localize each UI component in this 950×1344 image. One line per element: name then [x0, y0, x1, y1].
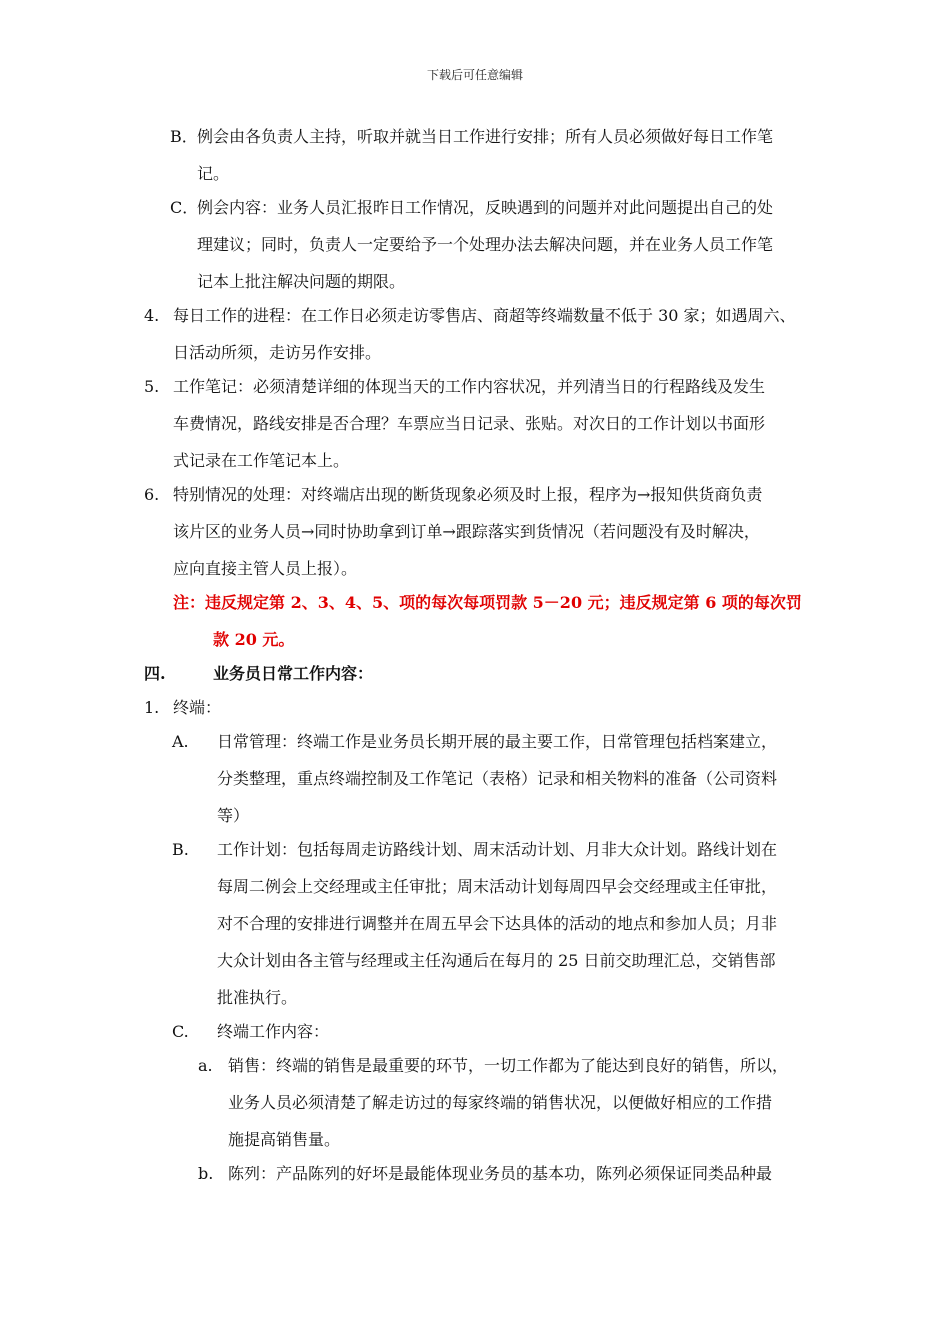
paragraph-line: 理建议；同时，负责人一定要给予一个处理办法去解决问题，并在业务人员工作笔 [197, 235, 774, 254]
item-label-b: B. [172, 840, 189, 859]
paragraph-line: 该片区的业务人员→同时协助拿到订单→跟踪落实到货情况（若问题没有及时解决， [173, 522, 760, 541]
paragraph-line: 特别情况的处理：对终端店出现的断货现象必须及时上报，程序为→报知供货商负责 [173, 485, 763, 504]
paragraph-line: 等） [217, 806, 250, 825]
paragraph-line: 销售：终端的销售是最重要的环节，一切工作都为了能达到良好的销售，所以， [228, 1056, 789, 1075]
paragraph-line: 记本上批注解决问题的期限。 [197, 272, 406, 291]
paragraph-line: 终端： [173, 698, 222, 717]
paragraph-line: 终端工作内容： [217, 1022, 330, 1041]
item-label-c: C. [172, 1022, 189, 1041]
item-number-5: 5. [144, 377, 160, 396]
item-label-a-lower: a. [198, 1056, 213, 1075]
paragraph-line: 例会内容：业务人员汇报昨日工作情况，反映遇到的问题并对此问题提出自己的处 [197, 198, 774, 217]
paragraph-line: 应向直接主管人员上报）。 [173, 559, 358, 578]
penalty-note: 注：违反规定第 2、3、4、5、项的每次每项罚款 5－20 元；违反规定第 6 项的每次罚 [173, 593, 802, 612]
paragraph-line: 车费情况，路线安排是否合理？车票应当日记录、张贴。对次日的工作计划以书面形 [173, 414, 766, 433]
item-number-4: 4. [144, 306, 160, 325]
paragraph-line: 对不合理的安排进行调整并在周五早会下达具体的活动的地点和参加人员；月非 [217, 914, 778, 933]
penalty-note: 款 20 元。 [213, 630, 295, 649]
paragraph-line: 每日工作的进程：在工作日必须走访零售店、商超等终端数量不低于 30 家；如遇周六、 [173, 306, 796, 325]
item-label-c: C． [170, 198, 199, 217]
item-number-6: 6. [144, 485, 160, 504]
paragraph-line: 日活动所须，走访另作安排。 [173, 343, 382, 362]
paragraph-line: 每周二例会上交经理或主任审批；周末活动计划每周四早会交经理或主任审批， [217, 877, 778, 896]
item-label-a: A. [172, 732, 189, 751]
paragraph-line: 大众计划由各主管与经理或主任沟通后在每月的 25 日前交助理汇总，交销售部 [217, 951, 776, 970]
paragraph-line: 工作计划：包括每周走访路线计划、周末活动计划、月非大众计划。路线计划在 [217, 840, 778, 859]
page-header: 下载后可任意编辑 [426, 68, 523, 82]
paragraph-line: 日常管理：终端工作是业务员长期开展的最主要工作，日常管理包括档案建立， [217, 732, 778, 751]
item-label-b: B． [170, 127, 198, 146]
section-number: 四. [144, 664, 166, 683]
item-label-b-lower: b. [198, 1164, 214, 1183]
paragraph-line: 例会由各负责人主持，听取并就当日工作进行安排；所有人员必须做好每日工作笔 [197, 127, 774, 146]
paragraph-line: 记。 [197, 164, 230, 183]
item-number-1: 1. [144, 698, 160, 717]
paragraph-line: 工作笔记：必须清楚详细的体现当天的工作内容状况，并列清当日的行程路线及发生 [173, 377, 766, 396]
section-heading: 业务员日常工作内容： [213, 664, 374, 683]
paragraph-line: 业务人员必须清楚了解走访过的每家终端的销售状况，以便做好相应的工作措 [228, 1093, 773, 1112]
paragraph-line: 分类整理，重点终端控制及工作笔记（表格）记录和相关物料的准备（公司资料 [217, 769, 778, 788]
paragraph-line: 式记录在工作笔记本上。 [173, 451, 350, 470]
paragraph-line: 施提高销售量。 [228, 1130, 341, 1149]
paragraph-line: 陈列：产品陈列的好坏是最能体现业务员的基本功，陈列必须保证同类品种最 [228, 1164, 773, 1183]
paragraph-line: 批准执行。 [217, 988, 298, 1007]
